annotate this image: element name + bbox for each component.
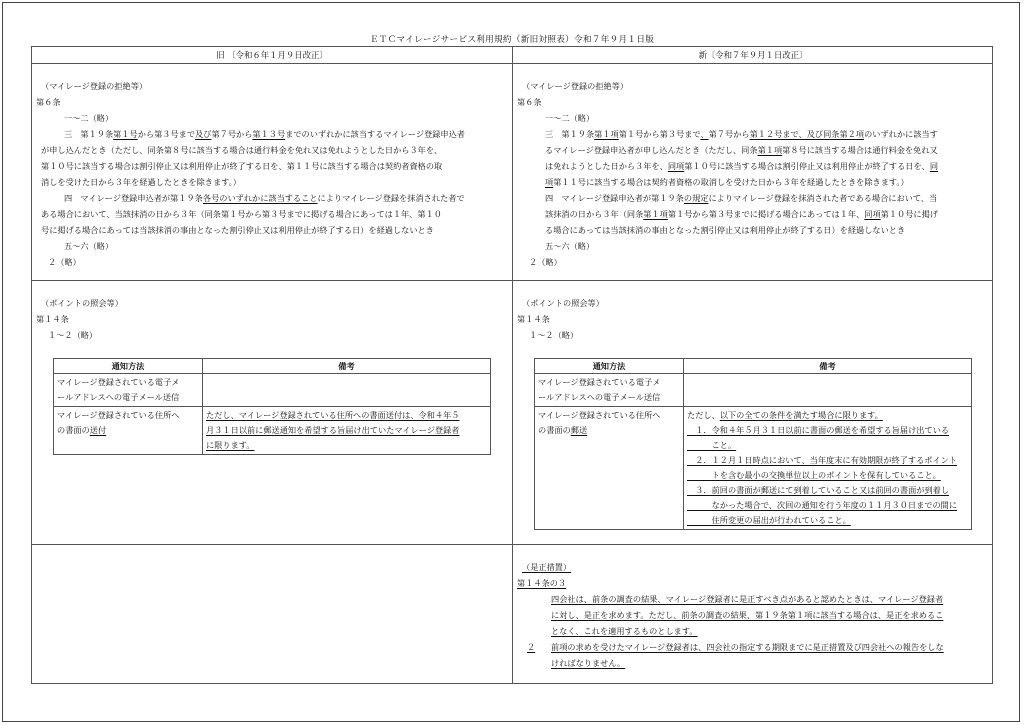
- item-3-line: は免れようとした日から３年を、同項第１０号に該当する場合は割引停止又は利用停止が終了する日を、同: [545, 161, 939, 171]
- new-column-header: 新〔令和７年９月１日改正〕: [698, 50, 808, 60]
- row-divider-1: [32, 280, 992, 281]
- paragraph-line: となく、これを適用するものとします。: [551, 626, 698, 636]
- item-3-line: 三 第１９条第１号から第３号まで及び第７号から第１３号までのいずれかに該当するマイレージ登録申込者: [64, 129, 465, 139]
- paragraph-line: 前項の求めを受けたマイレージ登録者は、四会社の指定する期限までに是正措置及び四会社への報告をしな: [551, 642, 944, 652]
- method-cell: マイレージ登録されている住所へ の書面の送付: [54, 407, 203, 455]
- paragraph-2: ２（略）: [529, 257, 562, 267]
- paragraph-2: ２（略）: [48, 257, 81, 267]
- method-header: 通知方法: [54, 359, 203, 374]
- item-4-line: ある場合において、当該抹消の日から３年（同条第１号から第３号までに掲げる場合にあっては１年、第１０: [41, 209, 442, 219]
- item-4-line: 四 マイレージ登録申込者が第１９条各号のいずれかに該当することによりマイレージ登録を抹消された者で: [64, 193, 465, 203]
- notification-table: [534, 358, 972, 530]
- article-number: 第１４条の３: [517, 578, 567, 588]
- row-divider-2: [32, 544, 992, 545]
- method-cell: マイレージ登録されている住所へ の書面の郵送: [535, 407, 684, 530]
- comparison-table: [31, 46, 993, 684]
- article-number: 第１４条: [36, 314, 69, 324]
- notification-table: [53, 358, 491, 455]
- article-heading: （ポイントの照会等）: [522, 298, 604, 308]
- article-heading: （ポイントの照会等）: [41, 298, 123, 308]
- method-cell: マイレージ登録されている電子メ ールアドレスへの電子メール送信: [535, 374, 684, 407]
- article-heading: （マイレージ登録の拒絶等）: [522, 81, 629, 91]
- item-4-line: 四 マイレージ登録申込者が第１９条の規定によりマイレージ登録を抹消された者である場合において、当: [545, 193, 938, 203]
- item-3-line: 項第１１号に該当する場合は契約者資格の取消しを受けた日から３年を経過したときを除きます。）: [545, 177, 909, 187]
- items-5-6: 五～六（略）: [545, 241, 595, 251]
- article-heading: （マイレージ登録の拒絶等）: [41, 81, 148, 91]
- article-number: 第６条: [36, 97, 61, 107]
- item-3-line: 第１０号に該当する場合は割引停止又は利用停止が終了する日を、第１１号に該当する場合は契約者資格の取: [41, 161, 443, 171]
- header-divider: [32, 63, 992, 64]
- table-row: [535, 407, 972, 530]
- item-3-line: るマイレージ登録申込者が申し込んだとき（ただし、同条第１項第８号に該当する場合は通行料金を免れ又: [545, 145, 938, 155]
- article-heading: （是正措置）: [522, 562, 572, 572]
- paragraphs-1-2: １～２（略）: [529, 330, 579, 340]
- document-title: ＥＴＣマイレージサービス利用規約（新旧対照表）令和７年９月１日版: [369, 35, 655, 45]
- article-number: 第１４条: [517, 314, 550, 324]
- paragraphs-1-2: １～２（略）: [48, 330, 98, 340]
- paragraph-line: に対し、是正を求めます。ただし、前条の調査の結果、第１９条第１項に該当する場合は、是正を求めるこ: [551, 610, 944, 620]
- paragraph-line: 四会社は、前条の調査の結果、マイレージ登録者に是正すべき点があると認めたときは、マイレージ登録者: [551, 594, 944, 604]
- item-4-line: 該抹消の日から３年（同条第１項第１号から第３号までに掲げる場合にあっては１年、同項第１０号に掲げ: [545, 209, 938, 219]
- item-3-line: が申し込んだとき（ただし、同条第８号に該当する場合は通行料金を免れ又は免れようとした日から３年を、: [41, 145, 443, 155]
- table-row: [535, 374, 972, 407]
- note-cell: ただし、以下の全ての条件を満たす場合に限ります。 １．令和４年５月３１日以前に書面の郵送を希望する旨届け出ている こと。 ２．１２月１日時点において、当年度末に有効期限が終了するポイント トを含む最小の交換単位以上のポイントを保有していること。 ３．前回の書面が郵送にて到着していること又は前回の書面が到着し なかった場合で、次回の通知を行う年度の１１月３０日までの間に 住所変更の届出が行われていること。: [684, 407, 972, 530]
- paragraph-2-number: ２: [527, 642, 536, 652]
- note-header: 備考: [684, 359, 972, 374]
- article-number: 第６条: [517, 97, 542, 107]
- note-header: 備考: [203, 359, 491, 374]
- item-3-line: 消しを受けた日から３年を経過したときを除きます。）: [41, 177, 241, 187]
- note-cell: ただし、マイレージ登録されている住所への書面送付は、令和４年５ 月３１日以前に郵送通知を希望する旨届け出ていたマイレージ登録者 に限ります。: [203, 407, 491, 455]
- item-4-line: 号に掲げる場合にあっては当該抹消の事由となった割引停止又は利用停止が終了する日）を経過しないとき: [41, 225, 434, 235]
- method-cell: マイレージ登録されている電子メ ールアドレスへの電子メール送信: [54, 374, 203, 407]
- table-row: [54, 407, 491, 455]
- note-cell: [203, 374, 491, 407]
- item-3-line: 三 第１９条第１項第１号から第３号まで、第７号から第１２号まで、及び同条第２項のいずれかに該当す: [545, 129, 938, 139]
- old-column-header: 旧 〔令和６年１月９日改正〕: [216, 50, 328, 60]
- column-divider: [512, 47, 513, 683]
- items-1-2: 一～二（略）: [545, 113, 595, 123]
- paragraph-line: ければなりません。: [551, 658, 626, 668]
- items-1-2: 一～二（略）: [64, 113, 114, 123]
- items-5-6: 五～六（略）: [64, 241, 114, 251]
- method-header: 通知方法: [535, 359, 684, 374]
- item-4-line: る場合にあっては当該抹消の事由となった割引停止又は利用停止が終了する日）を経過しないとき: [545, 225, 906, 235]
- table-row: [54, 374, 491, 407]
- note-cell: [684, 374, 972, 407]
